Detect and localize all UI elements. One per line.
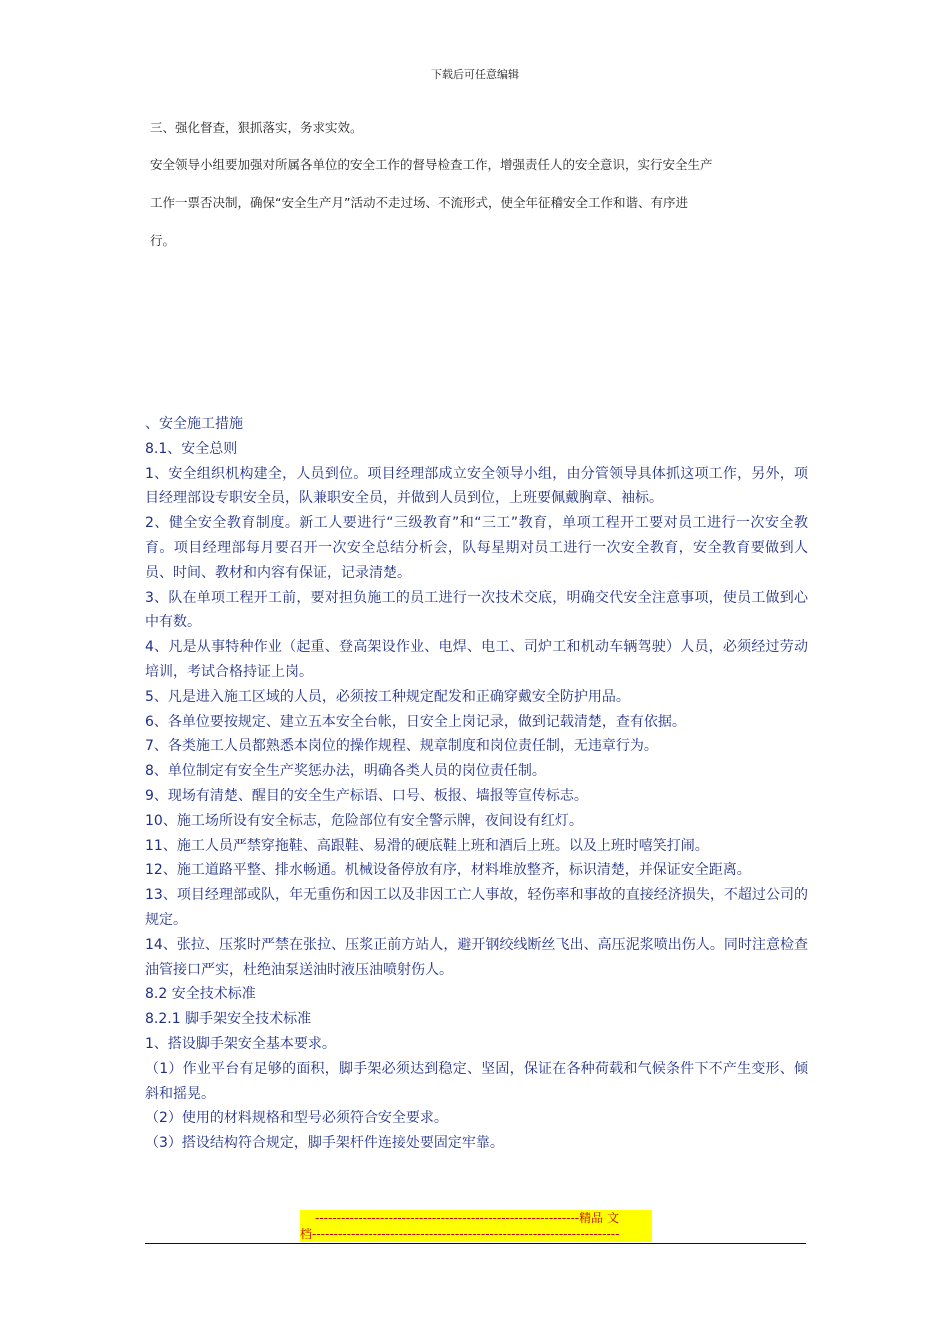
paragraph: （1）作业平台有足够的面积，脚手架必须达到稳定、坚固，保证在各种荷载和气候条件下不产生变形、倾斜和摇晃。 bbox=[145, 1060, 808, 1102]
paragraph: 12、施工道路平整、排水畅通。机械设备停放有序，材料堆放整齐，标识清楚，并保证安全距离。 bbox=[145, 862, 751, 879]
footer-divider bbox=[145, 1243, 806, 1244]
body-line: 安全领导小组要加强对所属各单位的安全工作的督导检查工作，增强责任人的安全意识，实行安全生产 bbox=[150, 157, 713, 172]
paragraph: 2、健全安全教育制度。新工人要进行“三级教育”和“三工”教育，单项工程开工要对员工进行一次安全教育。项目经理部每月要召开一次安全总结分析会，队每星期对员工进行一次安全教育，安全教育要做到人员、时间、教材和内容有保证，记录清楚。 bbox=[145, 515, 808, 581]
main-content bbox=[145, 412, 808, 1156]
page-header: 下载后可任意编辑 bbox=[431, 68, 519, 81]
body-line: 行。 bbox=[150, 233, 176, 248]
paragraph: 3、队在单项工程开工前，要对担负施工的员工进行一次技术交底，明确交代安全注意事项，使员工做到心中有数。 bbox=[145, 589, 808, 631]
section-heading: 三、强化督查，狠抓落实，务求实效。 bbox=[150, 120, 363, 135]
paragraph: （2）使用的材料规格和型号必须符合安全要求。 bbox=[145, 1110, 448, 1127]
stamp-line: 档----------------------------------------------------------------------- bbox=[300, 1226, 652, 1242]
section-title: 、安全施工措施 bbox=[145, 416, 243, 432]
subsection-title: 8.2 安全技术标准 bbox=[145, 986, 256, 1003]
paragraph: 11、施工人员严禁穿拖鞋、高跟鞋、易滑的硬底鞋上班和酒后上班。以及上班时嘻笑打闹。 bbox=[145, 837, 709, 854]
paragraph: 13、项目经理部或队，年无重伤和因工以及非因工亡人事故，轻伤率和事故的直接经济损失，不超过公司的规定。 bbox=[145, 887, 808, 928]
paragraph: 1、搭设脚手架安全基本要求。 bbox=[145, 1035, 336, 1052]
subsection-title: 8.2.1 脚手架安全技术标准 bbox=[145, 1011, 312, 1028]
paragraph: 10、施工场所设有安全标志，危险部位有安全警示牌，夜间设有红灯。 bbox=[145, 812, 583, 829]
paragraph: 9、现场有清楚、醒目的安全生产标语、口号、板报、墙报等宣传标志。 bbox=[145, 787, 588, 804]
paragraph: 5、凡是进入施工区域的人员，必须按工种规定配发和正确穿戴安全防护用品。 bbox=[145, 688, 630, 705]
body-line: 工作一票否决制，确保“安全生产月”活动不走过场、不流形式，使全年征稽安全工作和谐、有序进 bbox=[150, 195, 688, 210]
subsection-title: 8.1、安全总则 bbox=[145, 440, 238, 457]
paragraph: 4、凡是从事特种作业（起重、登高架设作业、电焊、电工、司炉工和机动车辆驾驶）人员，必须经过劳动培训，考试合格持证上岗。 bbox=[145, 639, 808, 680]
paragraph: （3）搭设结构符合规定，脚手架杆件连接处要固定牢靠。 bbox=[145, 1135, 504, 1152]
watermark-stamp bbox=[300, 1210, 652, 1242]
stamp-line: -------------------------------------------------------------精品 文 bbox=[300, 1210, 652, 1226]
paragraph: 8、单位制定有安全生产奖惩办法，明确各类人员的岗位责任制。 bbox=[145, 763, 546, 780]
paragraph: 14、张拉、压浆时严禁在张拉、压浆正前方站人，避开钢绞线断丝飞出、高压泥浆喷出伤人。同时注意检查油管接口严实，杜绝油泵送油时液压油喷射伤人。 bbox=[145, 936, 808, 978]
paragraph: 6、各单位要按规定、建立五本安全台帐，日安全上岗记录，做到记载清楚，查有依据。 bbox=[145, 713, 686, 730]
paragraph: 7、各类施工人员都熟悉本岗位的操作规程、规章制度和岗位责任制，无违章行为。 bbox=[145, 738, 658, 755]
paragraph: 1、安全组织机构建全，人员到位。项目经理部成立安全领导小组，由分管领导具体抓这项工作，另外，项目经理部设专职安全员，队兼职安全员，并做到人员到位，上班要佩戴胸章、袖标。 bbox=[145, 465, 808, 507]
